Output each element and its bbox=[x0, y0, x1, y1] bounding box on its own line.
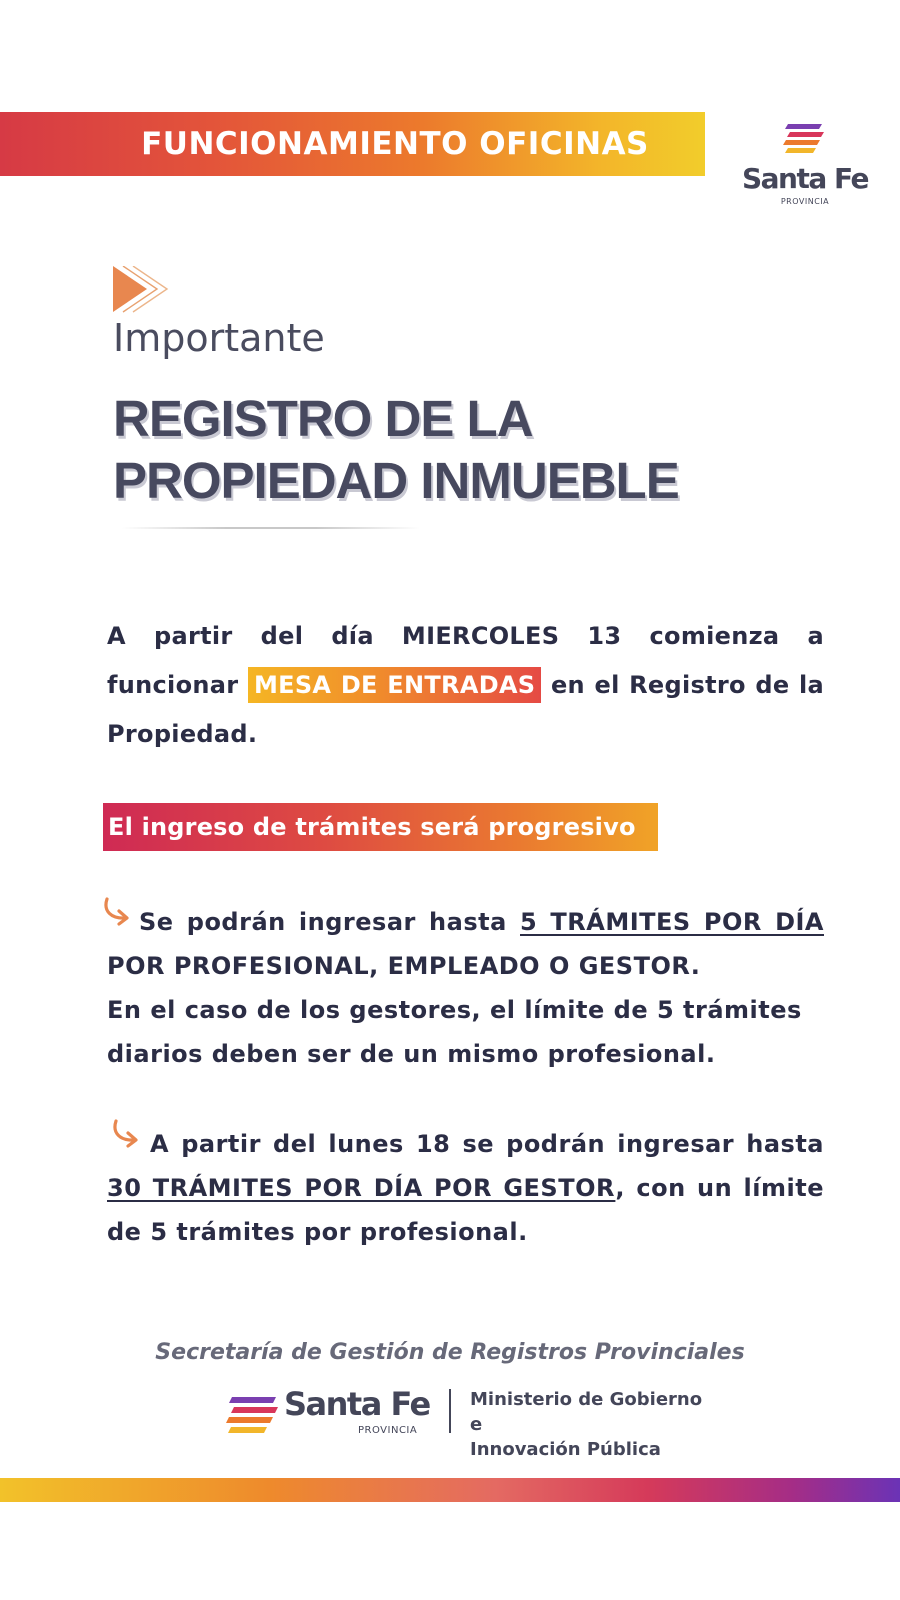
intro-part1: A partir del día MIERCOLES 13 comienza a funcionar bbox=[107, 622, 824, 699]
bullet1-line4: diarios deben ser de un mismo profesional. bbox=[107, 1040, 716, 1068]
footer-logo bbox=[224, 1385, 704, 1460]
bullet1-line2: POR PROFESIONAL, EMPLEADO O GESTOR. bbox=[107, 952, 701, 980]
intro-part2: en el Registro de la Propiedad. bbox=[107, 671, 824, 748]
bullet1-line1 bbox=[107, 900, 824, 944]
bullet-item-gestor-limit bbox=[107, 1122, 824, 1254]
play-arrows-icon bbox=[113, 266, 173, 316]
bullet2-line2 bbox=[107, 1166, 824, 1210]
santa-fe-flag-icon bbox=[782, 120, 828, 158]
bullet1-prefix: Se podrán ingresar hasta bbox=[139, 908, 520, 936]
bullet2-line2-rest: , con un límite bbox=[615, 1174, 824, 1202]
bullet1-underlined: 5 TRÁMITES POR DÍA bbox=[520, 908, 824, 936]
footer-logo-subtitle: PROVINCIA bbox=[358, 1425, 418, 1436]
bullet2-line1: A partir del lunes 18 se podrán ingresar hasta bbox=[150, 1130, 824, 1158]
importante-label: Importante bbox=[113, 316, 325, 360]
bullet2-underlined: 30 TRÁMITES POR DÍA POR GESTOR bbox=[107, 1174, 616, 1202]
santa-fe-flag-icon bbox=[224, 1393, 280, 1437]
progressive-label: El ingreso de trámites será progresivo bbox=[108, 813, 636, 841]
bullet2-line3: de 5 trámites por profesional. bbox=[107, 1218, 528, 1246]
bottom-gradient-bar bbox=[0, 1478, 900, 1502]
logo-wordmark: Santa Fe bbox=[741, 162, 868, 195]
page-title bbox=[113, 388, 793, 512]
footer-logo-wordmark: Santa Fe bbox=[284, 1385, 430, 1423]
mesa-entradas-highlight: MESA DE ENTRADAS bbox=[248, 667, 541, 703]
title-line-2: PROPIEDAD INMUEBLE bbox=[113, 452, 679, 509]
bullet-item-limit-daily bbox=[107, 900, 824, 1076]
ministry-line-2: Innovación Pública bbox=[470, 1439, 661, 1460]
title-line-1: REGISTRO DE LA bbox=[113, 390, 533, 447]
banner-title: FUNCIONAMIENTO OFICINAS bbox=[141, 126, 649, 162]
footer-separator bbox=[449, 1389, 451, 1433]
ministry-name bbox=[470, 1387, 704, 1462]
logo-subtitle: PROVINCIA bbox=[780, 197, 830, 206]
bullet1-line3: En el caso de los gestores, el límite de 5 trámites bbox=[107, 996, 802, 1024]
ministry-line-1: Ministerio de Gobierno e bbox=[470, 1389, 703, 1435]
intro-paragraph bbox=[107, 612, 824, 759]
santa-fe-logo bbox=[730, 120, 880, 212]
secretaria-label: Secretaría de Gestión de Registros Provinciales bbox=[155, 1340, 745, 1365]
title-divider bbox=[122, 527, 420, 529]
